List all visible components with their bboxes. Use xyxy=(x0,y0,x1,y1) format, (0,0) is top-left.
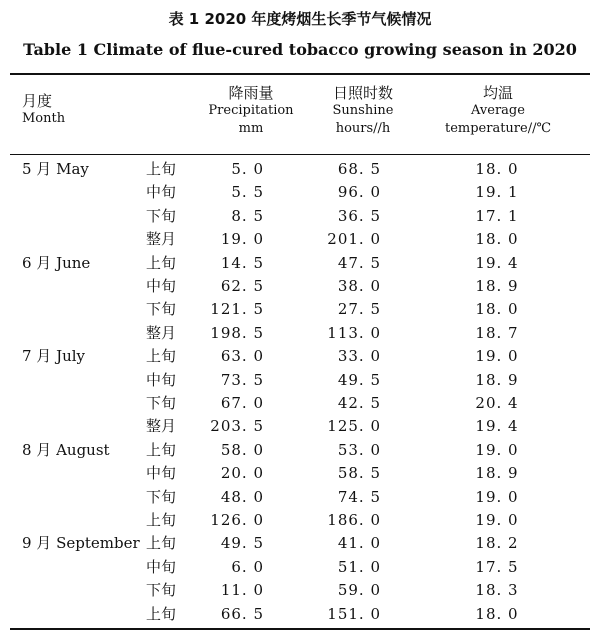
sunshine-cell: 96. 0 xyxy=(337,183,381,202)
precipitation-cell: 126. 0 xyxy=(210,511,264,529)
temperature-cell: 19. 4 xyxy=(475,253,519,272)
precipitation-cell: 5. 5 xyxy=(231,183,264,202)
precipitation-cell: 20. 0 xyxy=(220,464,264,483)
table-row xyxy=(0,579,600,602)
temperature-cell: 18. 9 xyxy=(475,370,519,389)
precipitation-cell: 5. 0 xyxy=(231,160,264,178)
temperature-cell: 18. 3 xyxy=(475,581,519,600)
temperature-cell: 18. 0 xyxy=(475,604,519,623)
dekad-cell: 上旬 xyxy=(146,440,177,459)
precipitation-cell: 63. 0 xyxy=(220,347,264,366)
table-row xyxy=(0,532,600,555)
table-caption-cn: 表 1 2020 年度烤烟生长季节气候情况 xyxy=(168,10,432,28)
sunshine-cell: 125. 0 xyxy=(327,417,381,436)
temperature-cell: 18. 9 xyxy=(475,464,519,483)
sunshine-cell: 42. 5 xyxy=(337,394,381,412)
table-row xyxy=(0,392,600,415)
header-sunshine xyxy=(308,84,418,138)
month-cell: 6 月 June xyxy=(22,253,91,272)
precipitation-cell: 203. 5 xyxy=(210,417,264,436)
temperature-cell: 19. 4 xyxy=(475,417,519,436)
precipitation-cell: 8. 5 xyxy=(231,206,264,225)
table-row xyxy=(0,252,600,275)
precipitation-cell: 48. 0 xyxy=(220,487,264,506)
precipitation-cell: 49. 5 xyxy=(220,534,264,553)
dekad-cell: 中旬 xyxy=(146,183,177,202)
temperature-cell: 18. 0 xyxy=(475,230,519,249)
month-cell: 7 月 July xyxy=(22,347,86,366)
precipitation-cell: 11. 0 xyxy=(220,581,264,600)
temperature-cell: 18. 0 xyxy=(475,300,519,319)
table-row xyxy=(0,275,600,298)
sunshine-cell: 47. 5 xyxy=(337,253,381,272)
sunshine-cell: 49. 5 xyxy=(337,370,381,389)
temperature-cell: 19. 0 xyxy=(475,347,519,366)
top-rule xyxy=(10,73,590,75)
temperature-cell: 19. 0 xyxy=(475,440,519,459)
dekad-cell: 上旬 xyxy=(146,160,177,178)
table-row xyxy=(0,603,600,626)
temperature-cell: 18. 2 xyxy=(475,534,519,553)
precipitation-cell: 58. 0 xyxy=(220,440,264,459)
dekad-cell: 下旬 xyxy=(146,300,177,319)
table-row xyxy=(0,158,600,181)
temperature-cell: 19. 1 xyxy=(475,183,519,202)
header-precipitation xyxy=(196,84,306,138)
sunshine-cell: 41. 0 xyxy=(337,534,381,553)
header-sunshine-cn: 日照时数 xyxy=(332,84,393,102)
dekad-cell: 下旬 xyxy=(146,394,177,412)
dekad-cell: 整月 xyxy=(146,417,177,436)
month-cell: 5 月 May xyxy=(22,160,89,178)
table-row xyxy=(0,556,600,579)
header-temperature-en: Average xyxy=(471,103,525,118)
table-row xyxy=(0,205,600,228)
temperature-cell: 20. 4 xyxy=(475,394,519,412)
dekad-cell: 下旬 xyxy=(146,581,177,600)
table-row xyxy=(0,181,600,204)
table-row xyxy=(0,415,600,438)
table-row xyxy=(0,486,600,509)
dekad-cell: 整月 xyxy=(146,323,177,342)
temperature-cell: 18. 7 xyxy=(475,323,519,342)
table-row xyxy=(0,322,600,345)
table-row xyxy=(0,462,600,485)
precipitation-cell: 121. 5 xyxy=(210,300,264,319)
table-caption-en: Table 1 Climate of flue-cured tobacco growing season in 2020 xyxy=(23,40,577,59)
precipitation-cell: 198. 5 xyxy=(210,323,264,342)
precipitation-cell: 73. 5 xyxy=(220,370,264,389)
precipitation-cell: 19. 0 xyxy=(220,230,264,249)
header-sunshine-unit: hours//h xyxy=(335,121,391,136)
precipitation-cell: 67. 0 xyxy=(220,394,264,412)
sunshine-cell: 58. 5 xyxy=(337,464,381,483)
table-row xyxy=(0,228,600,251)
dekad-cell: 中旬 xyxy=(146,557,177,576)
table-row xyxy=(0,439,600,462)
header-precipitation-unit: mm xyxy=(238,121,264,136)
dekad-cell: 中旬 xyxy=(146,464,177,483)
temperature-cell: 18. 0 xyxy=(475,160,519,178)
table-row xyxy=(0,345,600,368)
header-precipitation-en: Precipitation xyxy=(208,103,294,118)
dekad-cell: 上旬 xyxy=(146,347,177,366)
sunshine-cell: 68. 5 xyxy=(337,160,381,178)
sunshine-cell: 59. 0 xyxy=(337,581,381,600)
sunshine-cell: 33. 0 xyxy=(337,347,381,366)
sunshine-cell: 38. 0 xyxy=(337,277,381,295)
sunshine-cell: 113. 0 xyxy=(327,323,381,342)
dekad-cell: 上旬 xyxy=(146,253,177,272)
sunshine-cell: 36. 5 xyxy=(337,206,381,225)
dekad-cell: 下旬 xyxy=(146,206,177,225)
precipitation-cell: 66. 5 xyxy=(220,604,264,623)
dekad-cell: 上旬 xyxy=(146,511,177,529)
header-temperature xyxy=(436,84,560,138)
header-month-en: Month xyxy=(22,111,66,126)
dekad-cell: 上旬 xyxy=(146,534,177,553)
dekad-cell: 上旬 xyxy=(146,604,177,623)
bottom-rule xyxy=(10,628,590,630)
sunshine-cell: 74. 5 xyxy=(337,487,381,506)
dekad-cell: 下旬 xyxy=(146,487,177,506)
sunshine-cell: 151. 0 xyxy=(327,604,381,623)
temperature-cell: 17. 1 xyxy=(475,206,519,225)
sunshine-cell: 51. 0 xyxy=(337,557,381,576)
dekad-cell: 中旬 xyxy=(146,370,177,389)
temperature-cell: 19. 0 xyxy=(475,511,519,529)
table-row xyxy=(0,509,600,532)
header-rule xyxy=(10,154,590,155)
temperature-cell: 18. 9 xyxy=(475,277,519,295)
precipitation-cell: 62. 5 xyxy=(220,277,264,295)
dekad-cell: 整月 xyxy=(146,230,177,249)
header-temperature-unit: temperature//℃ xyxy=(444,121,552,136)
temperature-cell: 19. 0 xyxy=(475,487,519,506)
header-temperature-cn: 均温 xyxy=(482,84,513,102)
temperature-cell: 17. 5 xyxy=(475,557,519,576)
sunshine-cell: 201. 0 xyxy=(327,230,381,249)
precipitation-cell: 14. 5 xyxy=(220,253,264,272)
header-month-cn: 月度 xyxy=(22,92,53,110)
header-month xyxy=(22,92,65,128)
sunshine-cell: 53. 0 xyxy=(337,440,381,459)
table-row xyxy=(0,298,600,321)
precipitation-cell: 6. 0 xyxy=(231,557,264,576)
sunshine-cell: 186. 0 xyxy=(327,511,381,529)
table-row xyxy=(0,369,600,392)
month-cell: 9 月 September xyxy=(22,534,140,553)
sunshine-cell: 27. 5 xyxy=(337,300,381,319)
header-sunshine-en: Sunshine xyxy=(332,103,394,118)
header-precipitation-cn: 降雨量 xyxy=(228,84,274,102)
dekad-cell: 中旬 xyxy=(146,277,177,295)
month-cell: 8 月 August xyxy=(22,440,110,459)
